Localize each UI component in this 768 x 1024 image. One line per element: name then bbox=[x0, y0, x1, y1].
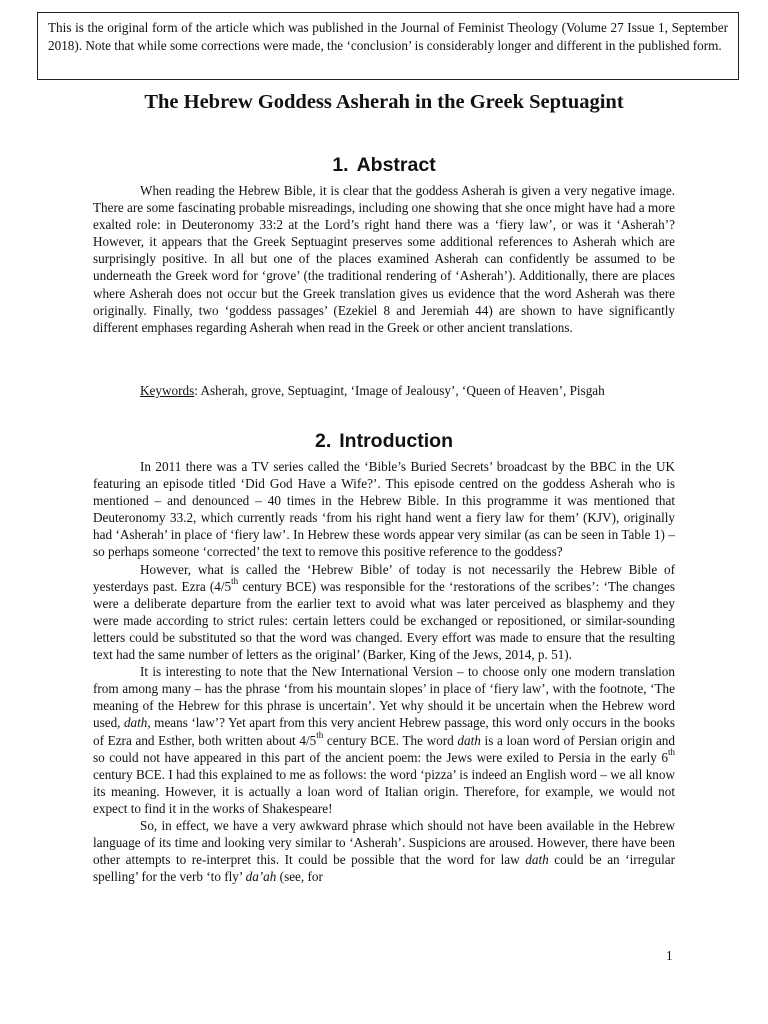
publication-note: This is the original form of the article which was published in the Journal of Feminist Theology (Volume 27 Issue 1, September 2018). Note that while some corrections were made, the ‘conclusion’ is considerably longer and different in the published form. bbox=[48, 20, 728, 53]
intro-paragraph-1: In 2011 there was a TV series called the ‘Bible’s Buried Secrets’ broadcast by the BBC in the UK featuring an episode titled ‘Did God Have a Wife?’. This episode centred on the goddess Asherah who is mentioned – and denounced – 40 times in the Hebrew Bible. In this programme it was mentioned that Deuteronomy 33.2, which currently reads ‘from his right hand went a fiery law for them’ (KJV), originally had ‘Asherah’ in place of ‘fiery law’. In Hebrew these words appear very similar (as can be seen in Table 1) – so perhaps someone ‘corrected’ the text to remove this positive reference to the goddess? bbox=[93, 459, 675, 560]
introduction-body bbox=[93, 458, 675, 885]
introduction-number: 2. bbox=[315, 430, 332, 452]
abstract-heading bbox=[0, 154, 768, 177]
page-number: 1 bbox=[666, 948, 673, 963]
keywords-text: : Asherah, grove, Septuagint, ‘Image of Jealousy’, ‘Queen of Heaven’, Pisgah bbox=[194, 383, 605, 398]
intro-paragraph-4: So, in effect, we have a very awkward phrase which should not have been available in the Hebrew language of its time and looking very similar to ‘Asherah’. Suspicions are aroused. However, there have been other attempts to re-interpret this. It could be possible that the word for law dath could be an ‘irregular spelling’ for the verb ‘to fly’ da’ah (see, for bbox=[93, 817, 676, 885]
intro-paragraph-3: It is interesting to note that the New International Version – to choose only one modern translation from among many – has the phrase ‘from his mountain slopes’ in place of ‘fiery law’, with the footnote, ‘The meaning of the Hebrew for this phrase is uncertain’. Yet why should it be uncertain when the Hebrew word used, dath, means ‘law’? Yet apart from this very ancient Hebrew passage, this word only occurs in the books of Ezra and Esther, both written about 4/5th century BCE. The word dath is a loan word of Persian origin and so could not have appeared in this part of the ancient poem: the Jews were exiled to Persia in the early 6th century BCE. I had this explained to me as follows: the word ‘pizza’ is indeed an English word – we all know its meaning. However, it is actually a loan word of Italian origin. Therefore, for example, we would not expect to find it in the works of Shakespeare! bbox=[93, 664, 675, 816]
keywords-block bbox=[93, 382, 675, 399]
publication-note-box bbox=[37, 12, 739, 80]
introduction-heading-text: Introduction bbox=[339, 430, 453, 452]
abstract-paragraph: When reading the Hebrew Bible, it is clear that the goddess Asherah is given a very negative image. There are some fascinating probable misreadings, including one showing that she once might have had a more exalted role: in Deuteronomy 33:2 at the Lord’s right hand there was a ‘fiery law’, or was it ‘Asherah’? However, it appears that the Greek Septuagint preserves some additional references to Asherah which are surprisingly positive. In all but one of the places examined Asherah can confidently be assumed to be underneath the Greek word for ‘grove’ (the traditional rendering of ‘Asherah’). Additionally, there are places where Asherah does not occur but the Greek translation gives us evidence that the word Asherah was there originally. Finally, two ‘goddess passages’ (Ezekiel 8 and Jeremiah 44) are shown to have significantly different emphases regarding Asherah when read in the Greek or other ancient translations. bbox=[93, 183, 675, 335]
paper-title: The Hebrew Goddess Asherah in the Greek Septuagint bbox=[144, 91, 624, 113]
abstract-number: 1. bbox=[332, 154, 349, 176]
keywords-label: Keywords bbox=[140, 383, 195, 398]
intro-paragraph-2: However, what is called the ‘Hebrew Bible’ of today is not necessarily the Hebrew Bible of yesterdays past. Ezra (4/5th century BCE) was responsible for the ‘restorations of the scribes’: ‘The changes were a deliberate departure from the earlier text to avoid what was later perceived as blasphemy and they were made according to strict rules: certain letters could be exchanged or repositioned, or similar-sounding letters could be substituted so that the word was changed. Every effort was made to ensure that the resulting text had the same number of letters as the original’ (Barker, King of the Jews, 2014, p. 51). bbox=[93, 561, 675, 663]
introduction-heading bbox=[0, 430, 768, 453]
abstract-body bbox=[93, 182, 675, 336]
abstract-heading-text: Abstract bbox=[356, 154, 436, 176]
